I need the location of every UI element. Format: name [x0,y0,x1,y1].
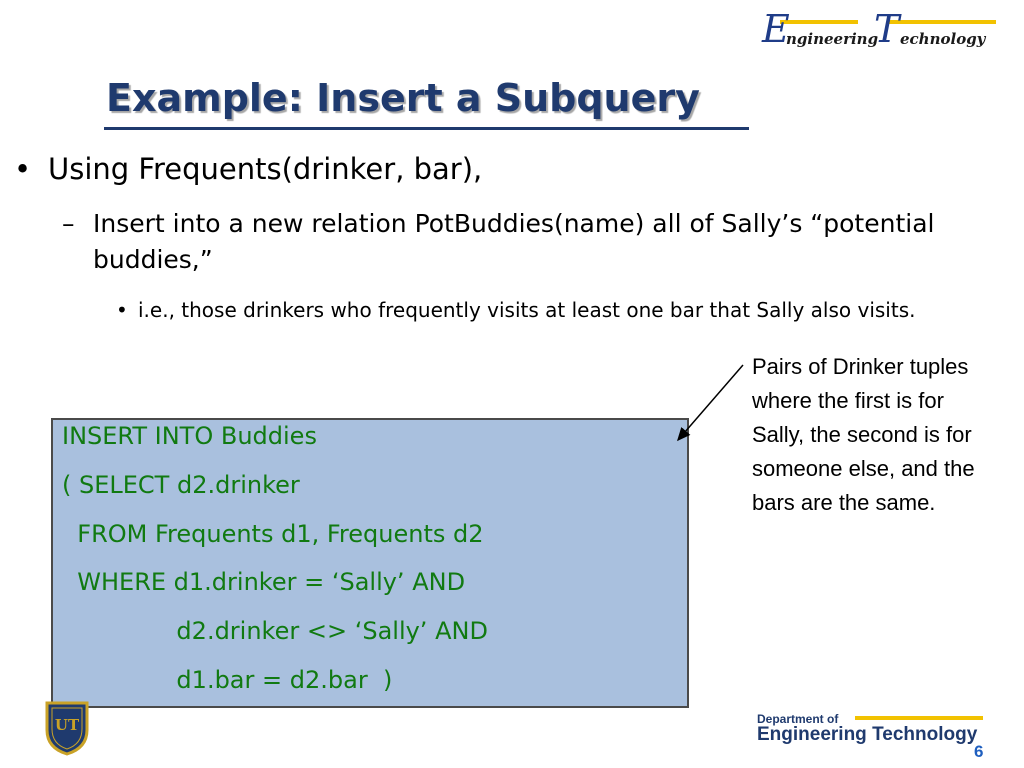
logo-word-technology: echnology [900,30,986,48]
bullet-mark: • [14,152,32,186]
bullet-text: Insert into a new relation PotBuddies(name) all of Sally’s “potential buddies,” [93,209,935,274]
footer-dept-big: Engineering Technology [757,724,978,745]
footer-dept-small: Department of [757,712,839,726]
code-line: INSERT INTO Buddies [62,422,317,450]
code-line: WHERE d1.drinker = ‘Sally’ AND [62,568,466,596]
bullet-text: Using Frequents(drinker, bar), [48,152,483,186]
logo-word-engineering: ngineering [786,30,879,48]
code-line: FROM Frequents d1, Frequents d2 [62,520,484,548]
annotation-note: Pairs of Drinker tuples where the first is for Sally, the second is for someone else, and the bars are the same. [752,354,975,515]
bullet-mark: • [116,298,128,322]
bullet-mark: – [62,209,75,238]
ut-shield-logo [44,700,90,756]
ut-logo-initials: UT [54,716,80,734]
logo-letter-t: T [874,7,900,51]
code-line: ( SELECT d2.drinker [62,471,300,499]
code-line: d2.drinker <> ‘Sally’ AND [62,617,488,645]
slide-title: Example: Insert a Subquery [106,76,700,120]
bullet-text: i.e., those drinkers who frequently visits at least one bar that Sally also visits. [138,298,916,322]
page-number: 6 [974,742,984,761]
logo-letter-e: E [762,7,790,51]
code-line: d1.bar = d2.bar ) [62,666,393,694]
footer-accent-bar [855,716,983,720]
